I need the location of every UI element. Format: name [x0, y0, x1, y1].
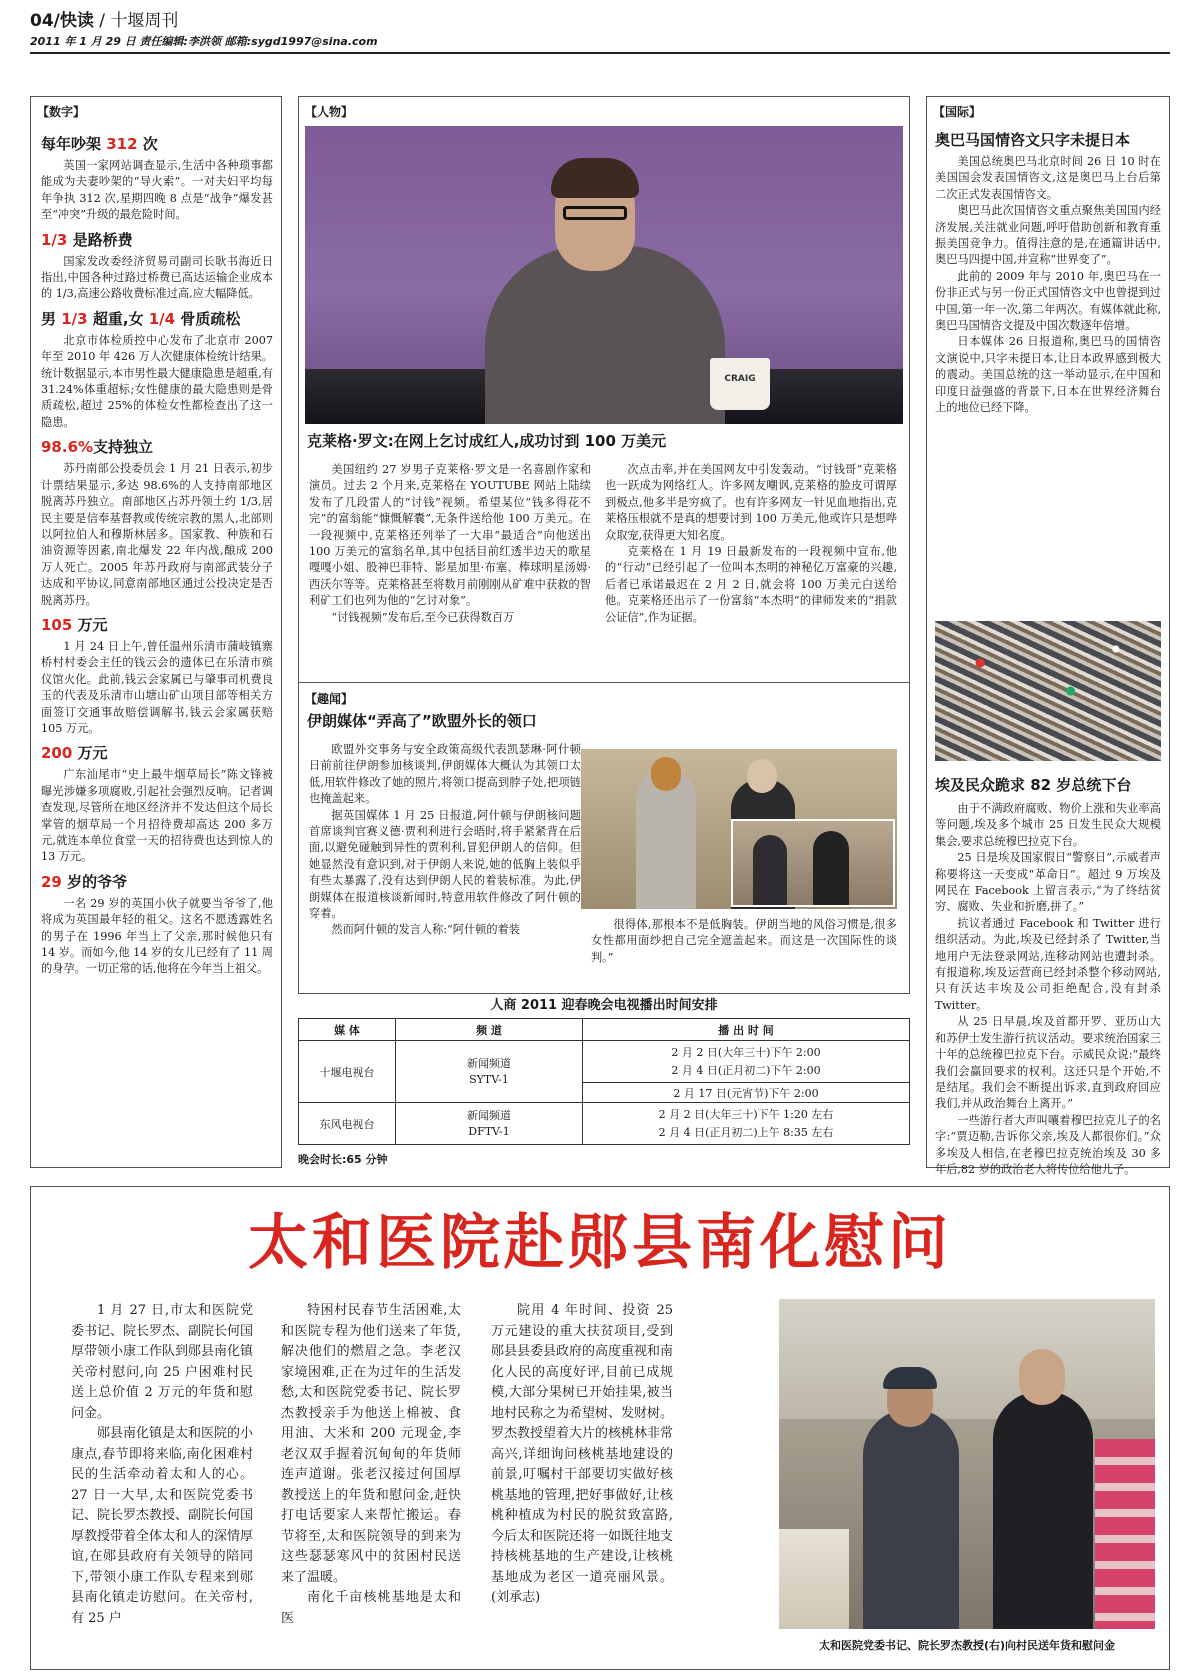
feature-paragraph: 郧县南化镇是太和医院的小康点,春节即将来临,南化困难村民的生活牵动着太和人的心。27 日一大早,太和医院党委书记、院长罗杰教授、副院长何国厚教授带着全体太和人的深情厚谊,在郧县政府有关领导的陪同下,带领小康工作队专程来到郧县南化镇走访慰问。在关帝村,有 25 户	[71, 1426, 254, 1626]
stat-title	[41, 743, 273, 763]
stat-body: 广东汕尾市“史上最牛烟草局长”陈文锋被曝光涉嫌多项腐败,引起社会强烈反响。记者调查发现,尽管所在地区经济并不发达但这个局长掌管的烟草局一个月招待费却高达 200 多万元,就连本单位食堂一天的招待费也达到惊人的 13 万元。	[41, 768, 273, 864]
left-tag: 【数字】	[37, 105, 86, 119]
channel-name: 新闻频道 DFTV-1	[467, 1108, 511, 1138]
stat-title-text: 是路桥费	[67, 230, 133, 249]
mug-text: CRAIG	[724, 374, 756, 384]
man-head	[747, 759, 777, 793]
schedule-media-1: 十堰电视台	[299, 1041, 396, 1103]
masthead: 04/快读 / 十堰周刊	[30, 11, 179, 31]
broadcast-time: 2 月 4 日(正月初二)上午 8:35 左右	[658, 1125, 834, 1139]
article-paragraph: 克莱格在 1 月 19 日最新发布的一段视频中宣布,他的“行动”已经引起了一位叫本杰明的神秘亿万富豪的兴趣,后者已承诺最迟在 2 月 2 日,就会将 100 万美元白送给他。克莱格还出示了一份富翁“本杰明”的律师发来的“捐款公证信”,作为证据。	[605, 545, 897, 624]
stat-title-text: 男	[41, 309, 62, 328]
schedule-times-3	[583, 1103, 910, 1145]
person-figure	[485, 246, 725, 424]
feature-paragraph: 院用 4 年时间、投资 25 万元建设的重大扶贫项目,受到郧县县委县政府的高度重视和南化人民的高度好评,目前已成规模,大部分果树已开始挂果,被当地村民称之为希望树、发财树。罗杰教授望着大片的核桃林非常高兴,详细询问核桃基地建设的前景,叮嘱村干部要切实做好核桃基地的管理,把好事做好,让核桃种植成为村民的脱贫致富路,今后太和医院还将一如既往地支持核桃基地的生产建设,让核桃基地成为老区一道亮丽风景。(刘承志)	[491, 1303, 674, 1605]
doctor-head	[1019, 1349, 1065, 1405]
feature-paragraph: 1 月 27 日,市太和医院党委书记、院长罗杰、副院长何国厚带领小康工作队到郧县南化镇关帝村慰问,向 25 户困难村民送上总价值 2 万元的年货和慰问金。	[71, 1303, 254, 1421]
person-col-1	[309, 462, 591, 626]
feature-paragraph: 特困村民春节生活困难,太和医院专程为他们送来了年货,解决他们的燃眉之急。李老汉家境困难,正在为过年的生活发愁,太和医院党委书记、院长罗杰教授亲手为他送上棉被、食用油、大米和 200 元现金,李老汉双手握着沉甸甸的年货师连声道谢。张老汉接过何国厚教授送上的年货和慰问金,赶快打电话要家人来帮忙搬运。春节将至,太和医院领导的到来为这些瑟瑟寒风中的贫困村民送来了温暖。	[281, 1303, 461, 1585]
article-paragraph: 一些游行者大声叫嚷着穆巴拉克儿子的名字:“贾迈勒,告诉你父亲,埃及人都很你们。”众多埃及人相信,在老穆巴拉克统治埃及 30 多年后,82 岁的政治老人将传位给他儿子。	[935, 1113, 1161, 1176]
article-paragraph: 据英国媒体 1 月 25 日报道,阿什顿与伊朗核问题首席谈判官赛义德·贾利利进行会晤时,将手紧紧背在后面,以避免碰触到异性的贾利利,冒犯伊朗人的信仰。但她显然没有意识到,对于伊朗人来说,她的低胸上装似乎有些太暴露了,没有达到伊朗人民的着装标准。为此,伊朗媒体在报道核谈新闻时,特意用软件修改了阿什顿的穿着。	[309, 808, 581, 921]
obama-headline: 奥巴马国情咨文只字未提日本	[935, 131, 1131, 149]
schedule-title: 人商 2011 迎春晚会电视播出时间安排	[490, 998, 718, 1013]
article-paragraph: “讨钱视频”发布后,至今已获得数百万	[331, 610, 515, 624]
stat-body: 北京市体检质控中心发布了北京市 2007 年至 2010 年 426 万人次健康体检统计结果。统计数据显示,本市男性最大健康隐患是超重,有 31.24%体重超标;女性健康的最大隐患则是骨质疏松,超过 25%的体检女性都检查出了这一隐患。	[41, 333, 273, 429]
schedule-header-media: 媒 体	[299, 1019, 396, 1041]
stat-title-text: 超重,女	[87, 309, 149, 328]
egypt-body	[935, 801, 1161, 1178]
stat-body: 1 月 24 日上午,曾任温州乐清市蒲岐镇寨桥村村委会主任的钱云会的遗体已在乐清市殡仪馆火化。此前,钱云会家属已与肇事司机费良玉的代表及乐清市山塘山矿山项目部等相关方面签订交通事故赔偿调解书,钱云会家属获赔 105 万元。	[41, 639, 273, 735]
glasses	[563, 206, 627, 220]
article-paragraph: 然而阿什顿的发言人称:“阿什顿的着装	[331, 923, 520, 937]
stat-figure: 200	[41, 744, 73, 763]
page-number: 04/	[30, 11, 60, 31]
obama-body	[927, 154, 1169, 417]
stat-figure: 1/4	[148, 309, 176, 328]
photo-caption: 太和医院党委书记、院长罗杰教授(右)向村民送年货和慰问金	[818, 1639, 1116, 1652]
stat-title-text: 岁的爷爷	[61, 872, 128, 891]
schedule-header-channel: 频 道	[396, 1019, 583, 1041]
protest-photo	[935, 621, 1161, 761]
schedule-table	[298, 1018, 910, 1145]
iran-col-1	[309, 742, 581, 939]
stat-body: 国家发改委经济贸易司副司长耿书海近日指出,中国各种过路过桥费已高达运输企业成本的 1/3,高速公路收费标准过高,应大幅降低。	[41, 254, 273, 301]
section-name: 快读	[59, 11, 94, 31]
middle-tag: 【人物】	[305, 105, 354, 119]
article-paragraph: 美国纽约 27 岁男子克莱格·罗文是一名喜剧作家和演员。过去 2 个月来,克莱格在 YOUTUBE 网站上陆续发布了几段雷人的“讨钱”视频。希望某位“钱多得花不完”的富翁能“慷慨解囊”,无条件送给他 100 万美元。在一段视频中,克莱格还列举了一大串“最适合”向他送出 100 万美元的富翁名单,其中包括目前红透半边天的歌星嘎嘎小姐、股神巴菲特、影星加里·布塞、棒球明星汤姆·西沃尔等等。克莱格甚至将数月前刚刚从矿难中获救的智利矿工们也列为他的“乞讨对象”。	[309, 463, 591, 608]
stat-title-text: 支持独立	[93, 438, 154, 457]
person-photo	[305, 126, 903, 424]
feature-col-1	[71, 1301, 253, 1629]
egypt-headline: 埃及民众跪求 82 岁总统下台	[935, 776, 1132, 794]
middle-column-box	[298, 96, 910, 994]
stat-body: 一名 29 岁的英国小伙子就要当爷爷了,他将成为英国最年轻的祖父。这名不愿透露姓名的男子在 1996 年当上了父亲,那时候他只有 14 岁。而如今,他 14 岁的女儿已经有了 11 周的身孕。一切正常的话,他将在今年当上祖父。	[41, 896, 273, 976]
curiosity-tag: 【趣闻】	[305, 692, 354, 706]
stat-figure: 29	[41, 872, 62, 891]
stat-figure: 1/3	[41, 230, 68, 249]
article-paragraph: 次点击率,并在美国网友中引发轰动。“讨钱哥”克莱格也一跃成为网络红人。许多网友嘲讽,克莱格的脸皮可谓厚到极点,他多半是穷疯了。也有许多网友一针见血地指出,克莱格压根就不是真的想要讨到 100 万美元,他或许只是想哗众取宠,获得更大知名度。	[605, 463, 897, 542]
feature-col-2	[281, 1301, 461, 1629]
broadcast-time: 2 月 17 日(元宵节)下午 2:00	[673, 1086, 819, 1100]
stat-title-text: 骨质疏松	[175, 309, 241, 328]
schedule-times-2	[583, 1083, 910, 1103]
stat-title	[41, 615, 273, 635]
broadcast-time: 2 月 2 日(大年三十)下午 2:00	[671, 1045, 821, 1059]
broadcast-time: 2 月 2 日(大年三十)下午 1:20 左右	[658, 1107, 834, 1121]
person-col-2	[605, 462, 897, 626]
feature-paragraph: 南化千亩核桃基地是太和医	[281, 1590, 461, 1626]
schedule-header-time: 播 出 时 间	[583, 1019, 910, 1041]
quilts	[1095, 1439, 1155, 1629]
stat-figure: 105	[41, 615, 73, 634]
schedule	[298, 994, 910, 1167]
stat-figure: 312	[106, 135, 138, 153]
left-items	[31, 134, 281, 978]
villager-figure	[863, 1409, 959, 1629]
inset-woman	[753, 835, 787, 905]
person-hair	[551, 158, 639, 198]
inset-photo	[731, 819, 895, 907]
article-paragraph: 日本媒体 26 日报道称,奥巴马的国情咨文演说中,只字未提日本,让日本政界感到极大的震动。美国总统的这一举动显示,在中国和印度日益强盛的背景下,日本在世界经济舞台上的地位已经下降。	[935, 335, 1161, 415]
feature-col-3	[491, 1301, 673, 1609]
schedule-footer: 晚会时长:65 分钟	[298, 1153, 388, 1166]
schedule-times-1	[583, 1041, 910, 1083]
inset-man	[813, 831, 849, 905]
publication-name: 十堰周刊	[110, 11, 179, 31]
right-tag: 【国际】	[933, 105, 982, 119]
iran-headline: 伊朗媒体“弄高了”欧盟外长的领口	[307, 712, 537, 730]
schedule-channel-1	[396, 1041, 583, 1103]
article-paragraph: 25 日是埃及国家假日“警察日”,示威者声称要将这一天变成“革命日”。超过 9 万埃及网民在 Facebook 上留言表示,“为了终结贫穷、腐败、失业和折磨,拼了。”	[935, 851, 1161, 914]
stat-figure: 98.6%	[41, 438, 94, 457]
stat-title-text: 次	[137, 135, 158, 153]
stat-title-text: 万元	[72, 744, 108, 763]
stat-title	[41, 230, 273, 250]
article-paragraph: 很得体,那根本不是低胸装。伊朗当地的风俗习惯是,很多女性都用面纱把自己完全遮盖起来。而这是一次国际性的谈判。”	[591, 918, 897, 964]
visit-photo	[779, 1299, 1155, 1629]
stat-title	[41, 134, 273, 154]
masthead-rule	[30, 52, 1170, 54]
bottom-feature-box	[30, 1186, 1170, 1670]
schedule-media-2: 东风电视台	[299, 1103, 396, 1145]
article-paragraph: 美国总统奥巴马北京时间 26 日 10 时在美国国会发表国情咨文,这是奥巴马上台后第二次正式发表国情咨文。	[935, 155, 1161, 201]
schedule-channel-2	[396, 1103, 583, 1145]
left-column-box	[30, 96, 282, 1168]
mug	[710, 358, 770, 410]
stat-title-text: 万元	[72, 615, 108, 634]
stat-body: 英国一家网站调查显示,生活中各种琐事都能成为夫妻吵架的“导火索”。一对夫妇平均每年争执 312 次,星期四晚 8 点是“战争”爆发甚至“冲突”升级的最危险时间。	[41, 159, 273, 222]
stat-body: 苏丹南部公投委员会 1 月 21 日表示,初步计票结果显示,多达 98.6%的人支持南部地区脱离苏丹独立。南部地区占苏丹领土约 1/3,居民主要是信奉基督教或传统宗教的黑人,北部则以阿拉伯人和穆斯林居多。国家教、种族和石油资源等因素,南北爆发 22 年内战,酿成 200 万人死亡。2005 年苏丹政府与南部武装分子达成和平协议,同意南部地区通过公投决定是否脱离苏丹。	[41, 462, 273, 607]
doctor-figure	[993, 1391, 1093, 1629]
stat-figure: 1/3	[61, 309, 88, 328]
article-paragraph: 抗议者通过 Facebook 和 Twitter 进行组织活动。为此,埃及已经封杀了 Twitter,当地用户无法登录网站,连移动网站也遭封杀。有报道称,埃及运营商已经封杀整个移动网站,只有沃达丰埃及公司拒绝配合,没有封杀 Twitter。	[935, 916, 1161, 1012]
article-paragraph: 从 25 日早晨,埃及首都开罗、亚历山大和苏伊士发生游行抗议活动。要求统治国家三十年的总统穆巴拉克下台。示威民众说:“最终我们会赢回要求的权利。这还只是个开始,不是结尾。我们会不断提出诉求,直到政府回应我们,并从政治舞台上离开。”	[935, 1015, 1161, 1111]
gift-bags	[779, 1529, 849, 1629]
article-paragraph: 欧盟外交事务与安全政策高级代表凯瑟琳·阿什顿日前前往伊朗参加核谈判,伊朗媒体大概认为其领口太低,用软件修改了她的照片,将领口提高到脖子处,把项链也掩盖起来。	[309, 743, 581, 806]
right-column-box	[926, 96, 1170, 1176]
iran-col-2	[591, 917, 897, 966]
building-wall	[779, 1299, 1155, 1419]
feature-headline: 太和医院赴郧县南化慰问	[248, 1208, 952, 1278]
woman-head	[651, 757, 681, 791]
channel-name: 新闻频道 SYTV-1	[467, 1056, 511, 1086]
person-headline: 克莱格·罗文:在网上乞讨成红人,成功讨到 100 万美元	[307, 432, 667, 450]
stat-title	[41, 437, 273, 457]
stat-title	[41, 872, 273, 892]
ashton-photo	[581, 749, 897, 909]
article-paragraph: 此前的 2009 年与 2010 年,奥巴马在一份非正式与另一份正式国情咨文中也曾提到过中国,第一年一次,第二年两次。有媒体就此称,奥巴马国情咨文提及中国次数逐年倍增。	[935, 269, 1161, 333]
broadcast-time: 2 月 4 日(正月初二)下午 2:00	[671, 1063, 821, 1077]
article-paragraph: 奥巴马此次国情咨文重点聚焦美国国内经济发展,关注就业问题,呼吁借助创新和教育重振美国竞争力。值得注意的是,在通篇讲话中,奥巴马四提中国,并宣称“世界变了”。	[935, 204, 1161, 267]
stat-title	[41, 309, 273, 329]
section-divider	[299, 682, 909, 683]
stat-title-text: 每年吵架	[41, 135, 107, 153]
villager-cap	[883, 1367, 937, 1389]
dateline: 2011 年 1 月 29 日 责任编辑:李洪领 邮箱:sygd1997@sina.com	[30, 35, 378, 48]
article-paragraph: 由于不满政府腐败、物价上涨和失业率高等问题,埃及多个城市 25 日发生民众大规模集会,要求总统穆巴拉克下台。	[935, 802, 1161, 848]
